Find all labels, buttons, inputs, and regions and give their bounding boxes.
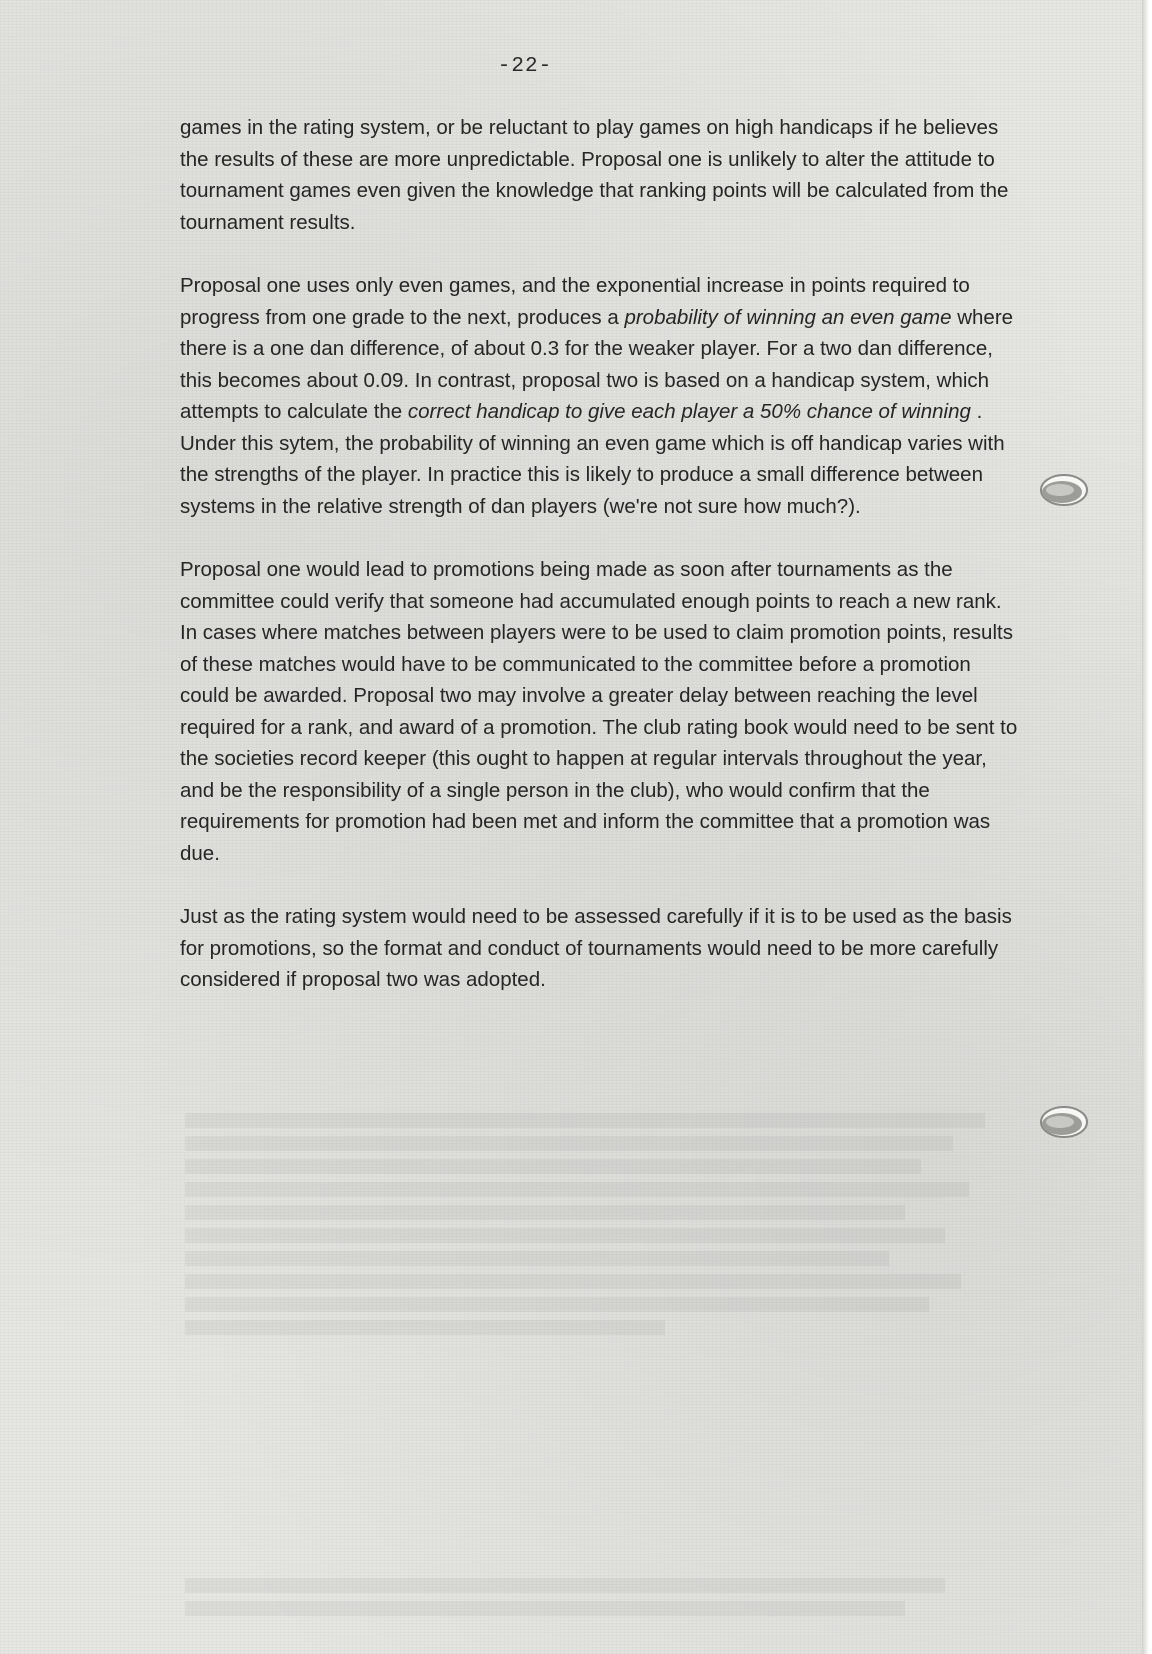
bleed-through-text xyxy=(185,1570,985,1640)
paragraph-promotion-timing: Proposal one would lead to promotions being made as soon after tournaments as the committee could verify that someone had accumulated enough points to reach a new rank. In cases where matches between players were to be used to claim promotion points, results of these matches would have to be communicated to the committee before a promotion could be awarded. Proposal two may involve a greater delay between reaching the level required for a rank, and award of a promotion. The club rating book would need to be sent to the societies record keeper (this ought to happen at regular intervals throughout the year, and be the responsibility of a single person in the club), who would confirm that the requirements for promotion had been met and inform the committee that a promotion was due. xyxy=(180,558,1018,865)
italic-phrase: correct handicap to give each player a 50% chance of winning xyxy=(407,400,971,423)
paragraph-rating-attitude: games in the rating system, or be reluctant to play games on high handicaps if he believes the results of these are more unpredictable. Proposal one is unlikely to alter the attitude to tournament games even given the knowledge that ranking points will be calculated from the tournament results. xyxy=(180,116,1009,234)
paragraph-text: Proposal one uses only even games, and the exponential increase in points required to progress from one grade to the next, produces a xyxy=(180,274,970,329)
document-body xyxy=(180,112,1018,1028)
paragraph-text: where there is a one dan difference, of about 0.3 for the weaker player. For a two dan difference, this becomes about 0.09. In contrast, proposal two is based on a handicap system, which attempts to calculate the xyxy=(180,305,1014,423)
paragraph-even-games-probability xyxy=(180,270,1018,522)
binder-hole-icon xyxy=(1038,470,1090,510)
paragraph-text: . Under this sytem, the probability of winning an even game which is off handicap varies with the strengths of the player. In practice this is likely to produce a small difference between systems in the relative strength of dan players (we're not sure how much?). xyxy=(180,400,1005,518)
italic-phrase: probability of winning an even game xyxy=(624,305,952,329)
binder-hole-icon xyxy=(1038,1102,1090,1142)
paragraph-tournament-format: Just as the rating system would need to be assessed carefully if it is to be used as the basis for promotions, so the format and conduct of tournaments would need to be more carefully considered if proposal two was adopted. xyxy=(180,905,1012,991)
bleed-through-text xyxy=(185,1105,985,1435)
page-edge xyxy=(1142,0,1152,1654)
page-number: -22- xyxy=(497,55,553,78)
